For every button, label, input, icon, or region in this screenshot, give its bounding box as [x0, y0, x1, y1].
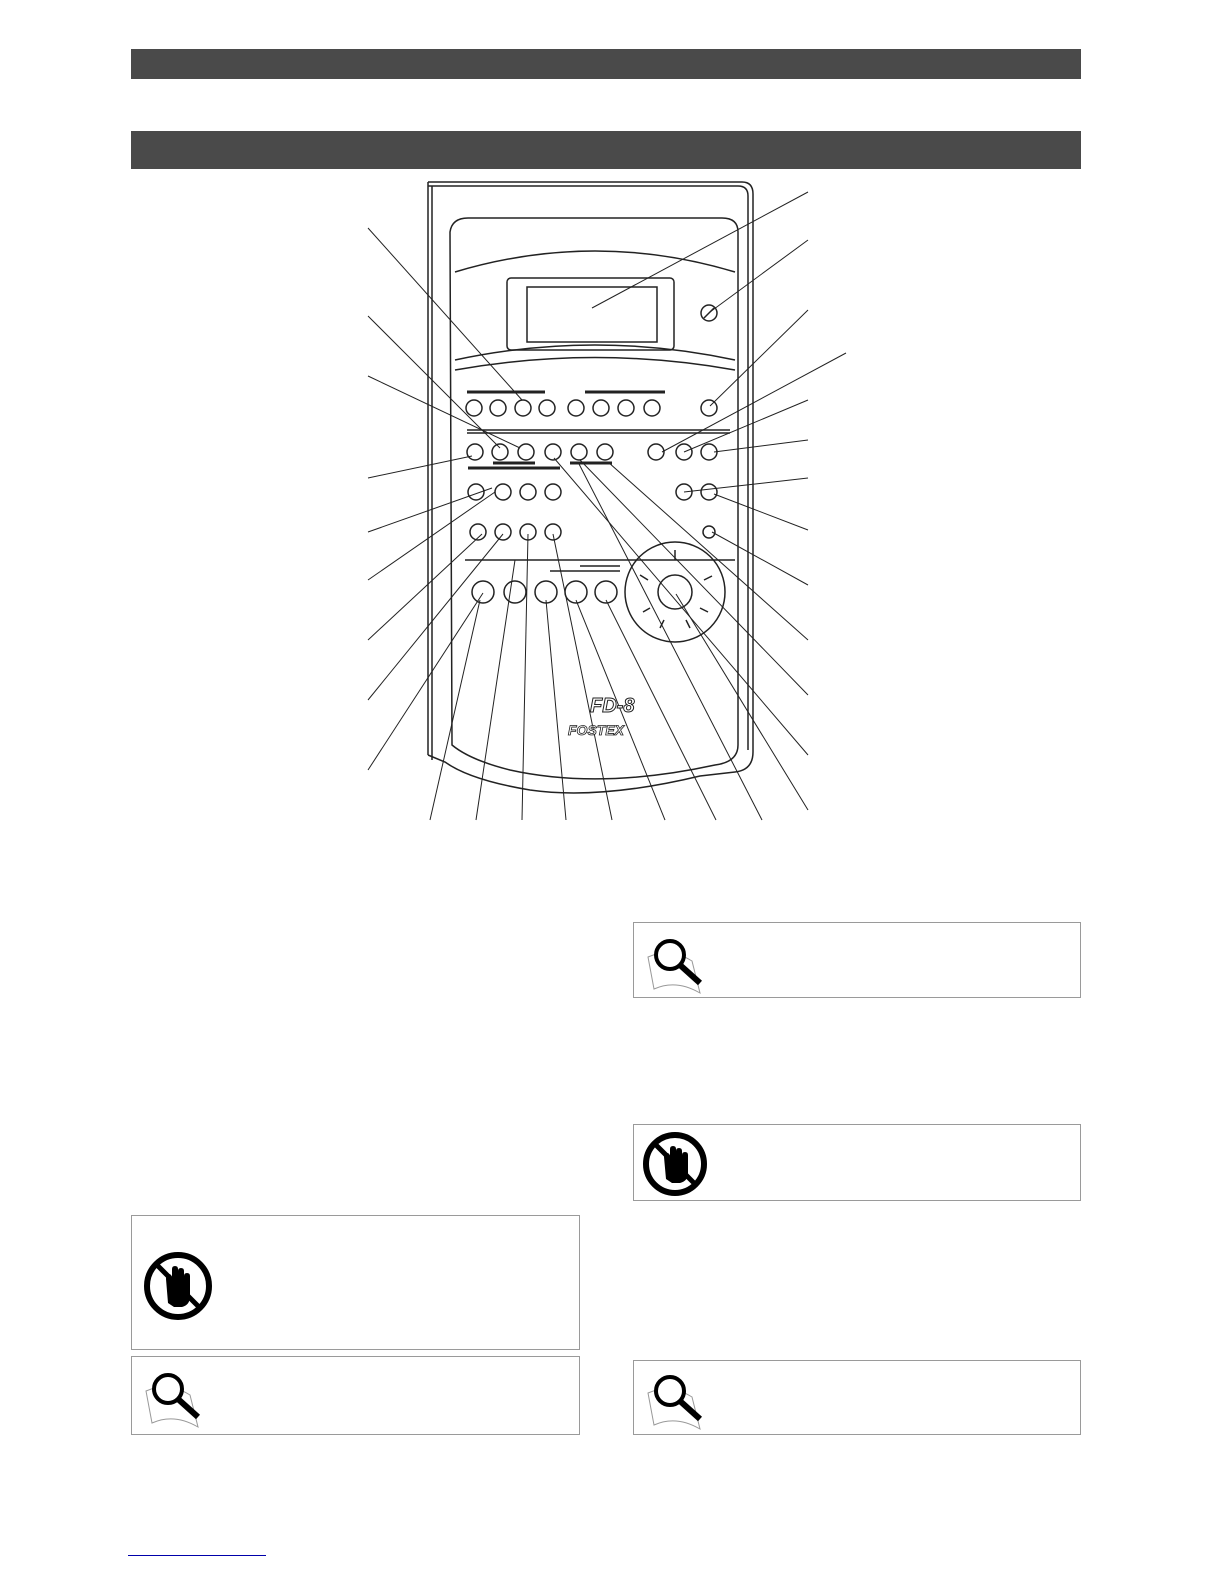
- panel-button: [535, 581, 557, 603]
- note-box-warning-1: [633, 1124, 1081, 1201]
- leader-line: [714, 440, 808, 452]
- leader-line: [368, 316, 500, 448]
- panel-button: [472, 581, 494, 603]
- leader-line: [368, 534, 503, 700]
- leader-line: [368, 593, 483, 770]
- panel-button: [515, 400, 531, 416]
- leader-line: [368, 534, 482, 640]
- subsection-header-bar: [131, 131, 1081, 169]
- note-box-tip-1: [633, 922, 1081, 998]
- panel-button: [545, 524, 561, 540]
- panel-button: [520, 484, 536, 500]
- section-header-title: [131, 49, 1081, 61]
- note-box-tip-2: [131, 1356, 580, 1435]
- panel-button: [565, 581, 587, 603]
- panel-button: [466, 400, 482, 416]
- leader-line: [592, 192, 808, 308]
- magnifier-book-icon: [640, 1363, 720, 1433]
- panel-button: [703, 526, 715, 538]
- leader-line: [578, 462, 762, 820]
- panel-button: [539, 400, 555, 416]
- leader-line: [712, 532, 808, 585]
- panel-button: [568, 400, 584, 416]
- leader-line: [368, 228, 522, 400]
- leader-line: [368, 456, 472, 478]
- panel-button: [490, 400, 506, 416]
- leader-line: [430, 600, 480, 820]
- section-header-bar: [131, 49, 1081, 79]
- panel-button: [495, 524, 511, 540]
- footnote-rule: [128, 1555, 266, 1556]
- note-box-warning-2: [131, 1215, 580, 1350]
- panel-button: [593, 400, 609, 416]
- panel-button: [518, 444, 534, 460]
- leader-line: [522, 534, 528, 820]
- brand-logo: FOSTEX: [568, 722, 625, 738]
- leader-line: [684, 478, 808, 492]
- panel-button: [571, 444, 587, 460]
- panel-button: [467, 444, 483, 460]
- panel-button: [504, 581, 526, 603]
- panel-button: [595, 581, 617, 603]
- panel-button: [545, 444, 561, 460]
- panel-button: [545, 484, 561, 500]
- subsection-header-title: [131, 131, 1081, 143]
- panel-button: [597, 444, 613, 460]
- front-panel-diagram: [0, 170, 1225, 830]
- panel-button: [648, 444, 664, 460]
- magnifier-book-icon: [138, 1361, 218, 1431]
- leader-line: [714, 494, 808, 530]
- leader-line: [580, 460, 808, 695]
- no-hand-icon: [138, 1246, 218, 1326]
- panel-button: [701, 484, 717, 500]
- panel-button: [495, 484, 511, 500]
- panel-button: [701, 400, 717, 416]
- magnifier-book-icon: [640, 927, 720, 997]
- panel-button: [644, 400, 660, 416]
- panel-button: [618, 400, 634, 416]
- panel-button: [492, 444, 508, 460]
- leader-line: [662, 353, 846, 452]
- no-hand-icon: [640, 1129, 710, 1199]
- model-logo: FD-8: [590, 695, 635, 717]
- leader-line: [546, 600, 566, 820]
- note-box-tip-3: [633, 1360, 1081, 1435]
- leader-line: [710, 240, 808, 312]
